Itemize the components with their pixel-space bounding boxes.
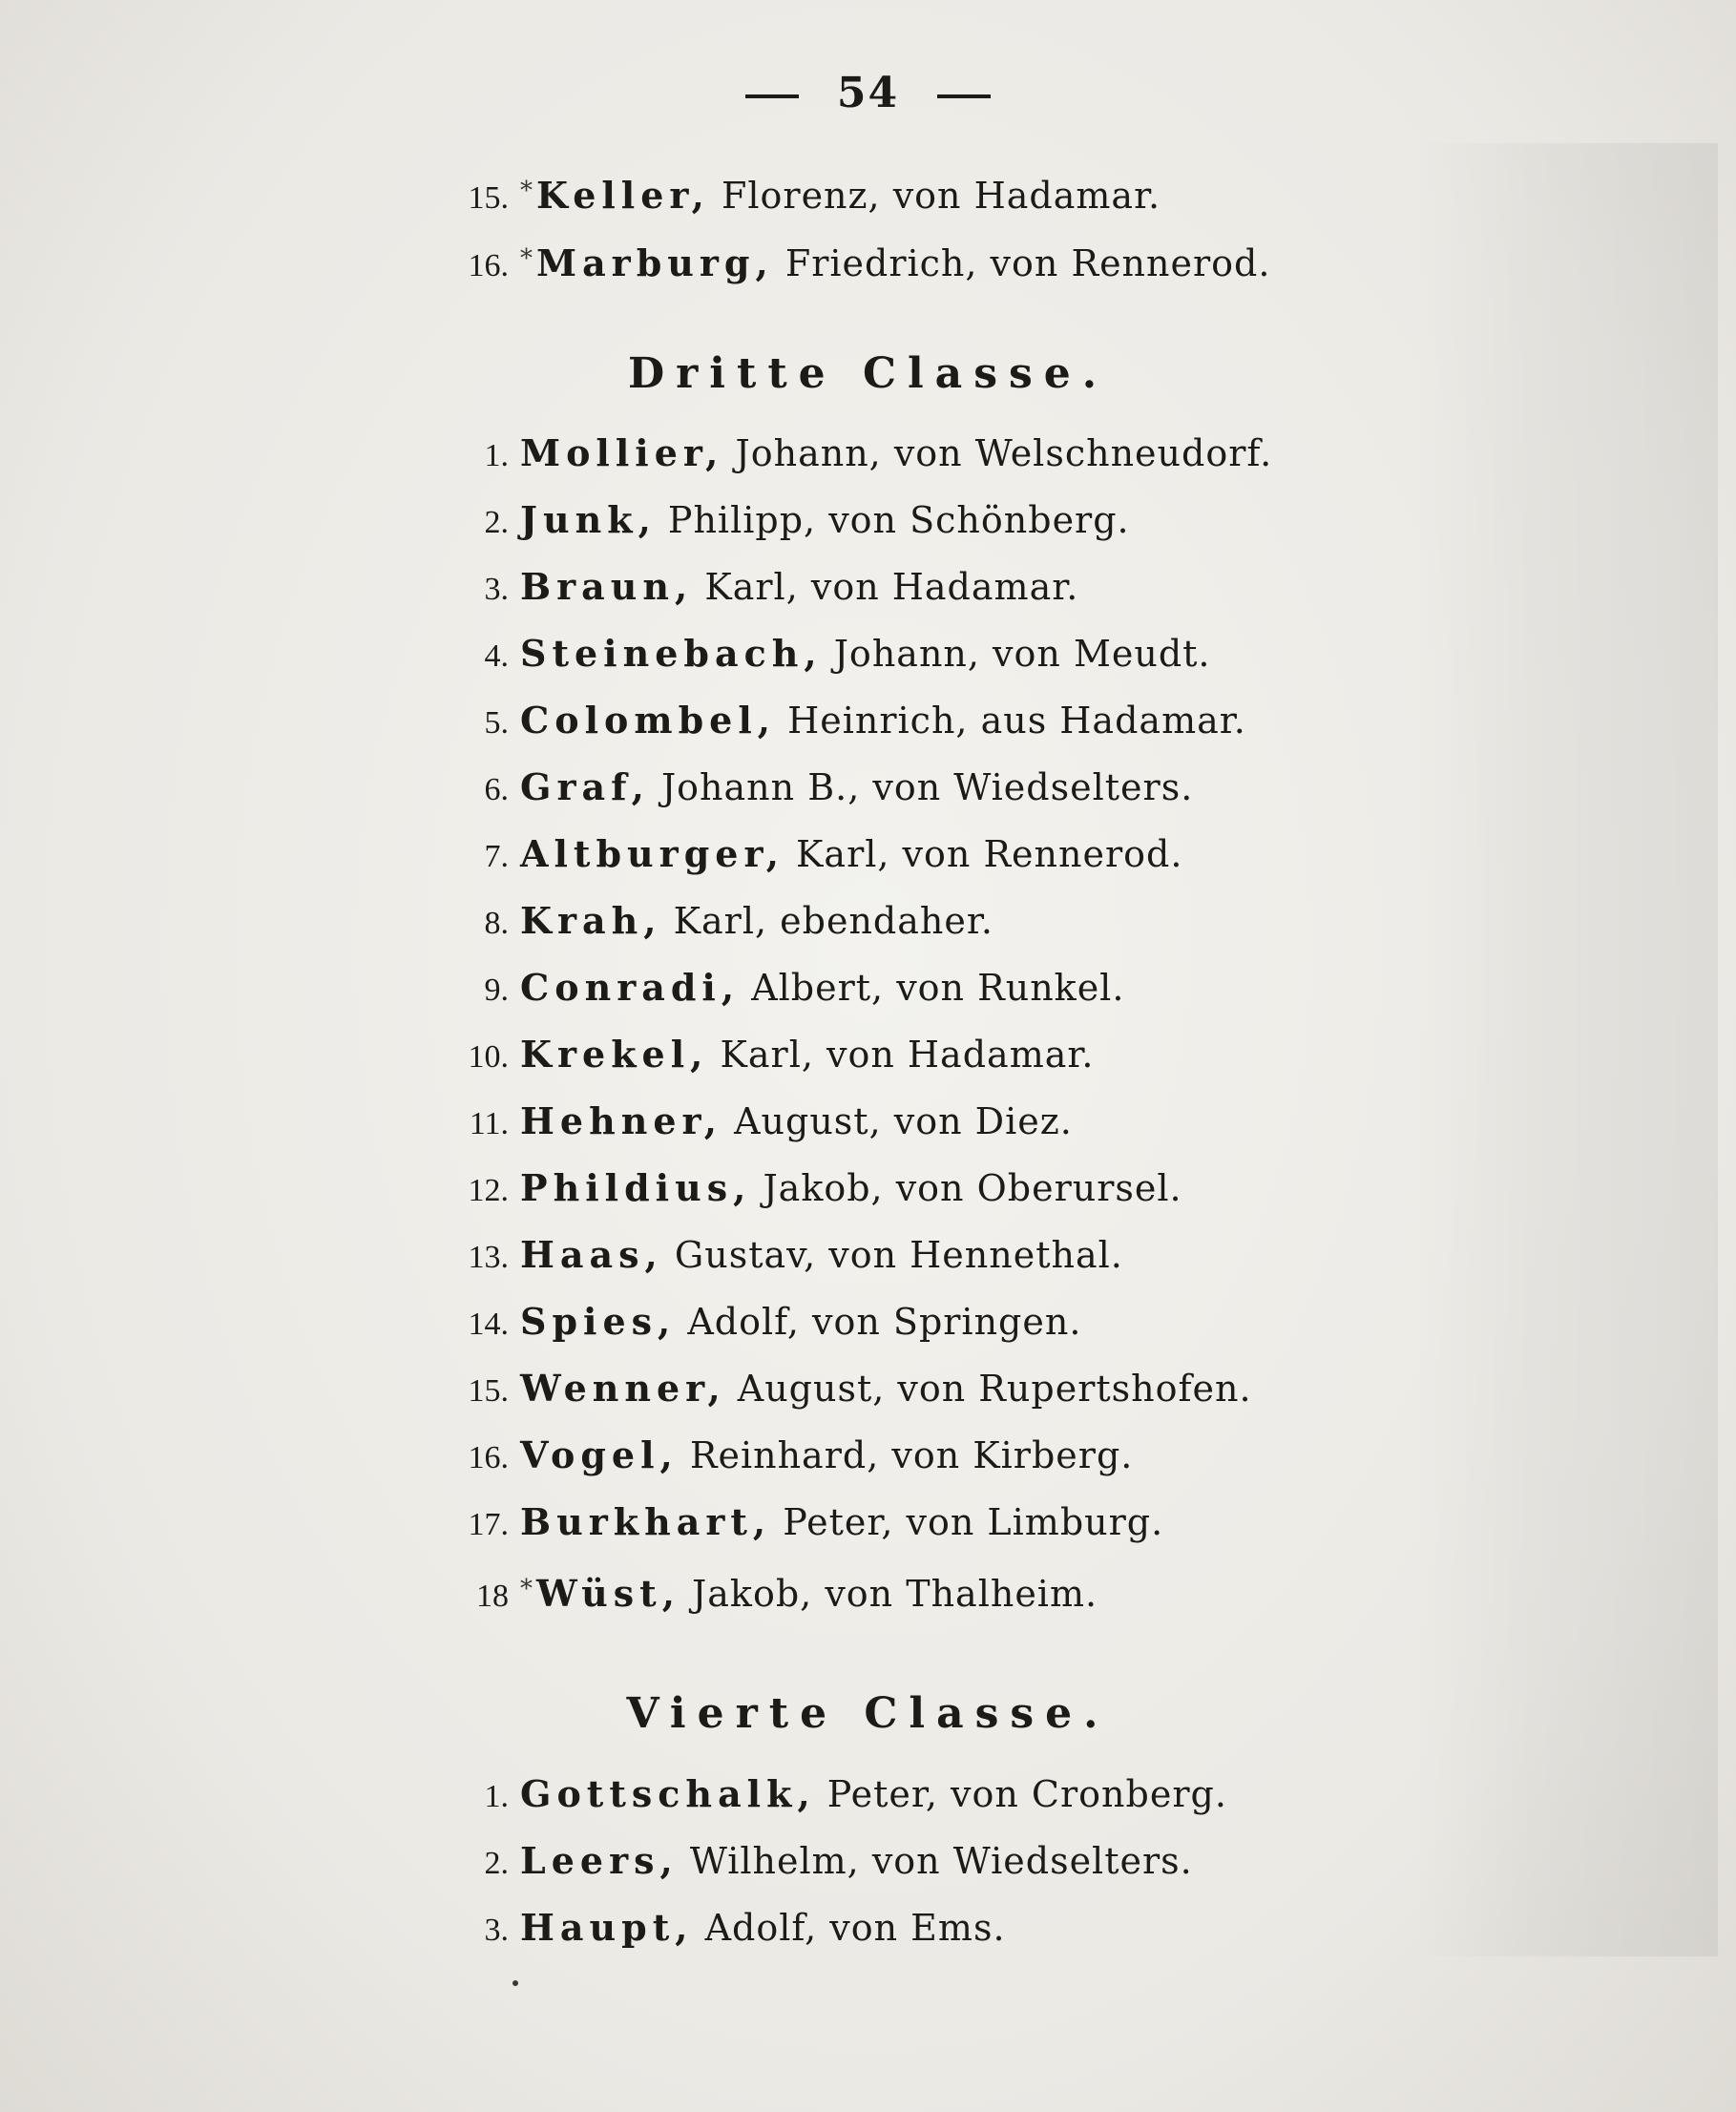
entry-surname: Hehner, — [520, 1099, 722, 1142]
entry-surname: Gottschalk, — [520, 1772, 816, 1815]
list-item — [434, 699, 1246, 745]
entry-number: 5. — [484, 705, 509, 741]
entry-details: Heinrich, aus Hadamar. — [787, 700, 1246, 742]
header-dash-right — [937, 94, 991, 98]
list-item — [434, 1367, 1252, 1413]
entry-details: Friedrich, von Rennerod. — [784, 242, 1271, 284]
entry-details: Karl, von Hadamar. — [720, 1034, 1095, 1076]
entry-details: Johann B., von Wiedselters. — [660, 766, 1194, 808]
entry-details: Jakob, von Oberursel. — [763, 1167, 1182, 1209]
page-header — [0, 69, 1736, 117]
entry-details: Karl, von Rennerod. — [796, 833, 1183, 875]
entry-number: 10. — [468, 1039, 509, 1075]
entry-surname: Keller, — [536, 174, 710, 217]
entry-details: Jakob, von Thalheim. — [692, 1573, 1098, 1615]
entry-details: Johann, von Welschneudorf. — [735, 432, 1273, 474]
show-through-shadow — [1412, 143, 1718, 1956]
entry-surname: Altburger, — [520, 832, 784, 875]
entry-number: 2. — [484, 1846, 509, 1881]
list-item — [434, 1567, 1098, 1619]
entry-surname: Haupt, — [520, 1906, 694, 1949]
list-item — [434, 1099, 1073, 1146]
list-item — [434, 765, 1193, 812]
entry-number: 16. — [468, 1440, 509, 1475]
list-item — [434, 237, 1270, 288]
ink-speck — [512, 1980, 518, 1986]
list-item — [434, 1233, 1123, 1280]
list-item — [434, 1300, 1081, 1347]
list-item — [434, 1772, 1227, 1819]
header-dash-left — [745, 94, 799, 98]
list-item — [434, 498, 1130, 545]
entry-number: 3. — [484, 572, 509, 607]
entry-surname: Haas, — [520, 1233, 663, 1276]
entry-surname: Wüst, — [536, 1572, 680, 1615]
list-item — [434, 169, 1161, 220]
list-item — [434, 966, 1124, 1013]
list-item — [434, 1033, 1094, 1079]
entry-details: Peter, von Cronberg. — [826, 1773, 1227, 1815]
entry-number: 1. — [484, 438, 509, 473]
asterisk-mark: * — [520, 244, 533, 273]
list-item — [434, 1500, 1163, 1547]
entry-surname: Graf, — [520, 765, 650, 808]
entry-surname: Burkhart, — [520, 1500, 772, 1543]
entry-surname: Krah, — [520, 899, 662, 942]
entry-number: 2. — [484, 505, 509, 540]
list-item — [434, 899, 993, 946]
entry-number: 17. — [468, 1507, 509, 1542]
entry-number: 16. — [468, 248, 509, 283]
entry-number: 18 — [476, 1579, 509, 1614]
entry-number: 13. — [468, 1240, 509, 1275]
entry-number: 6. — [484, 772, 509, 807]
entry-surname: Marburg, — [536, 241, 774, 284]
entry-surname: Phildius, — [520, 1166, 752, 1209]
entry-surname: Vogel, — [520, 1433, 679, 1476]
entry-number: 3. — [484, 1913, 509, 1948]
entry-number: 9. — [484, 972, 509, 1008]
entry-surname: Steinebach, — [520, 632, 823, 675]
page-number: 54 — [836, 69, 900, 117]
entry-surname: Mollier, — [520, 431, 724, 474]
entry-number: 12. — [468, 1173, 509, 1208]
entry-details: August, von Diez. — [734, 1100, 1073, 1142]
list-item — [434, 565, 1078, 612]
entry-surname: Leers, — [520, 1839, 679, 1882]
list-item — [434, 431, 1272, 478]
entry-number: 7. — [484, 839, 509, 874]
entry-details: Adolf, von Springen. — [687, 1301, 1082, 1343]
list-item — [434, 632, 1211, 679]
list-item — [434, 1906, 1006, 1953]
entry-details: Karl, ebendaher. — [673, 900, 993, 942]
entry-surname: Spies, — [520, 1300, 677, 1343]
entry-details: Johann, von Meudt. — [833, 633, 1211, 675]
entry-number: 1. — [484, 1779, 509, 1814]
list-item — [434, 1839, 1193, 1886]
entry-number: 15. — [468, 180, 509, 216]
entry-details: Philipp, von Schönberg. — [667, 499, 1130, 541]
entry-details: August, von Rupertshofen. — [737, 1368, 1252, 1410]
entry-surname: Conradi, — [520, 966, 741, 1009]
entry-surname: Braun, — [520, 565, 694, 608]
asterisk-mark: * — [520, 177, 533, 205]
asterisk-mark: * — [520, 1575, 533, 1603]
entry-number: 14. — [468, 1307, 509, 1342]
entry-surname: Junk, — [520, 498, 657, 541]
entry-details: Gustav, von Hennethal. — [674, 1234, 1123, 1276]
list-item — [434, 832, 1182, 879]
section-heading-vierte-classe: Vierte Classe. — [626, 1689, 1110, 1738]
entry-details: Albert, von Runkel. — [751, 967, 1125, 1009]
entry-number: 8. — [484, 906, 509, 941]
entry-details: Wilhelm, von Wiedselters. — [689, 1840, 1193, 1882]
entry-number: 15. — [468, 1373, 509, 1409]
entry-surname: Colombel, — [520, 699, 776, 742]
entry-surname: Krekel, — [520, 1033, 709, 1076]
entry-number: 11. — [469, 1106, 509, 1141]
section-heading-dritte-classe: Dritte Classe. — [627, 349, 1109, 398]
entry-details: Adolf, von Ems. — [704, 1907, 1006, 1949]
entry-details: Florenz, von Hadamar. — [722, 175, 1161, 217]
list-item — [434, 1166, 1182, 1213]
entry-details: Reinhard, von Kirberg. — [689, 1434, 1134, 1476]
entry-details: Karl, von Hadamar. — [704, 566, 1079, 608]
list-item — [434, 1433, 1133, 1480]
entry-number: 4. — [484, 638, 509, 674]
entry-surname: Wenner, — [520, 1367, 726, 1410]
entry-details: Peter, von Limburg. — [783, 1501, 1164, 1543]
